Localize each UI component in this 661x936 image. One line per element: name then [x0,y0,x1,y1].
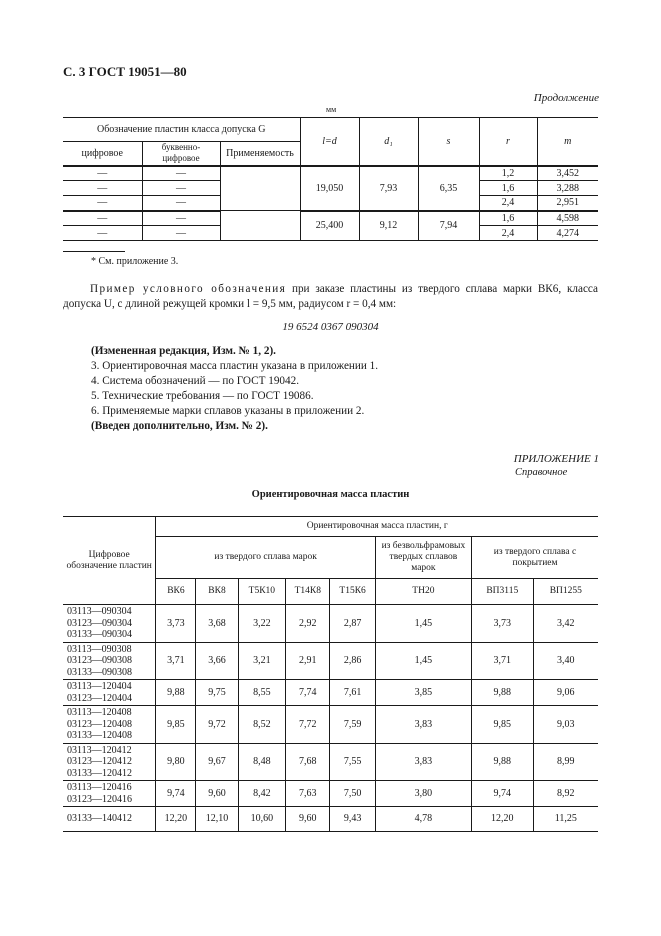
plate-code: 03113—090304 [67,606,132,617]
mass-value: 3,22 [238,605,286,643]
appendix-subtitle: Справочное [515,467,568,478]
plate-code: 03113—120404 [67,681,132,692]
d1-value: 7,93 [359,166,418,211]
mass-value: 7,63 [286,781,330,807]
example-text: при заказе пластины из твердого сплава марки ВК6, класса допуска U, с длиной режущей кромки l = 9,5 мм, радиусом r = 0,4 мм: [63,283,598,310]
dash-cell: — [63,196,142,211]
mass-value: 9,74 [156,781,196,807]
group-header: Обозначение пластин класса допуска G [63,118,300,142]
mass-value: 7,61 [330,680,375,706]
footnote-divider [63,251,125,252]
example-code: 19 6524 0367 090304 [282,321,379,333]
table-row [63,680,598,706]
mass-header: Ориентировочная масса пластин, г [156,517,598,537]
plate-code: 03123—120408 [67,718,132,730]
dash-cell: — [63,211,142,226]
m-value: 4,598 [537,211,598,226]
mass-value: 3,73 [471,605,533,643]
plate-code: 03133—120408 [67,730,132,741]
note-item: 3. Ориентировочная масса пластин указана в приложении 1. [91,360,379,372]
mass-value: 3,80 [375,781,471,807]
plate-code: 03123—120416 [67,793,132,805]
mass-value: 7,72 [286,706,330,744]
mass-value: 3,71 [471,642,533,680]
mass-value: 9,80 [156,743,196,781]
mass-value: 2,91 [286,642,330,680]
mass-value: 9,75 [196,680,238,706]
mass-value: 9,06 [533,680,598,706]
mass-value: 3,21 [238,642,286,680]
r-value: 1,6 [479,181,537,196]
r-value: 1,6 [479,211,537,226]
grade-header: Т15К6 [330,579,375,605]
table-row [63,706,598,744]
dimensions-table [63,117,598,241]
grade-header: Т14К8 [286,579,330,605]
note-item: 4. Система обозначений — по ГОСТ 19042. [91,375,300,387]
mass-value: 8,99 [533,743,598,781]
mass-value: 7,74 [286,680,330,706]
plate-code: 03123—120404 [67,692,132,704]
mass-value: 9,67 [196,743,238,781]
mass-value: 7,55 [330,743,375,781]
mass-value: 3,83 [375,706,471,744]
footnote: * См. приложение 3. [91,256,179,267]
plate-code: 03133—090308 [67,666,132,678]
plate-codes [63,706,156,744]
table-row [63,781,598,807]
example-paragraph [63,282,598,312]
dash-cell: — [63,181,142,196]
plate-codes [63,743,156,781]
mass-value: 3,73 [156,605,196,643]
mass-value: 9,88 [156,680,196,706]
dash-cell: — [142,226,220,241]
mass-value: 8,48 [238,743,286,781]
table-row [63,605,598,643]
table-row [63,642,598,680]
amendment-note: (Измененная редакция, Изм. № 1, 2). [91,345,276,357]
coated-header: из твердого сплава с покрытием [471,537,598,579]
grade-header: ТН20 [375,579,471,605]
units-label: мм [326,105,337,114]
tungsten-free-header: из безвольфрамовых твердых сплавов марок [375,537,471,579]
mass-value: 3,83 [375,743,471,781]
plate-code: 03123—120412 [67,756,132,767]
mass-value: 7,68 [286,743,330,781]
m-value: 3,288 [537,181,598,196]
r-value: 2,4 [479,196,537,211]
plate-codes [63,680,156,706]
mass-value: 8,92 [533,781,598,807]
mass-value: 3,68 [196,605,238,643]
dash-cell: — [142,181,220,196]
col-r: r [479,118,537,166]
s-value: 6,35 [418,166,479,211]
mass-value: 9,72 [196,706,238,744]
dash-cell: — [142,166,220,181]
mass-value: 9,85 [156,706,196,744]
col-d1: d₁ [359,118,418,166]
note-item: 5. Технические требования — по ГОСТ 19086. [91,390,314,402]
col-digital: цифровое [63,142,142,166]
appendix-title: ПРИЛОЖЕНИЕ 1 [513,453,599,465]
plate-code: 03123—090308 [67,655,132,666]
mass-value: 9,03 [533,706,598,744]
col-m: m [537,118,598,166]
mass-value: 7,59 [330,706,375,744]
plate-codes [63,642,156,680]
example-lead: Пример условного обозначения [90,283,287,295]
note-item: 6. Применяемые марки сплавов указаны в приложении 2. [91,405,365,417]
dash-cell: — [142,211,220,226]
mass-value: 12,20 [156,807,196,832]
mass-value: 9,43 [330,807,375,832]
mass-value: 9,60 [196,781,238,807]
d1-value: 9,12 [359,211,418,241]
mass-value: 3,42 [533,605,598,643]
mass-value: 3,40 [533,642,598,680]
usage-cell [220,211,300,241]
mass-value: 9,85 [471,706,533,744]
r-value: 2,4 [479,226,537,241]
mass-value: 2,87 [330,605,375,643]
plate-code: 03113—120412 [67,744,132,756]
grade-header: ВК6 [156,579,196,605]
amendment-note: (Введен дополнительно, Изм. № 2). [91,420,268,432]
m-value: 4,274 [537,226,598,241]
mass-table [63,516,598,832]
page-header: С. 3 ГОСТ 19051—80 [63,64,187,79]
mass-value: 4,78 [375,807,471,832]
plate-code: 03123—090304 [67,617,132,629]
plate-code: 03133—090304 [67,629,132,640]
mass-value: 9,74 [471,781,533,807]
col-usage: Применяемость [220,142,300,166]
s-value: 7,94 [418,211,479,241]
l-value: 19,050 [300,166,359,211]
r-value: 1,2 [479,166,537,181]
plate-code: 03133—120412 [67,767,132,779]
col-code: Цифровое обозначение пластин [63,517,156,605]
mass-value: 12,10 [196,807,238,832]
m-value: 3,452 [537,166,598,181]
table-title: Ориентировочная масса пластин [251,489,410,500]
col-l: l=d [300,118,359,166]
plate-code: 03113—120408 [67,707,132,718]
mass-value: 2,86 [330,642,375,680]
mass-value: 8,42 [238,781,286,807]
mass-value: 10,60 [238,807,286,832]
m-value: 2,951 [537,196,598,211]
notes-block [91,344,378,434]
mass-value: 11,25 [533,807,598,832]
plate-code: 03133—140412 [67,813,132,824]
mass-value: 9,88 [471,680,533,706]
mass-value: 9,88 [471,743,533,781]
mass-value: 1,45 [375,642,471,680]
plate-codes [63,605,156,643]
plate-code: 03113—120416 [67,782,132,793]
mass-value: 9,60 [286,807,330,832]
dash-cell: — [142,196,220,211]
mass-value: 8,52 [238,706,286,744]
grade-header: ВП3115 [471,579,533,605]
plate-codes [63,781,156,807]
col-s: s [418,118,479,166]
table-row [63,807,598,832]
dash-cell: — [63,226,142,241]
mass-value: 1,45 [375,605,471,643]
dash-cell: — [63,166,142,181]
plate-codes [63,807,156,832]
usage-cell [220,166,300,211]
col-alnum: буквенно-цифровое [142,142,220,166]
mass-value: 12,20 [471,807,533,832]
mass-value: 3,66 [196,642,238,680]
mass-value: 3,85 [375,680,471,706]
grade-header: Т5К10 [238,579,286,605]
table-row [63,743,598,781]
mass-value: 8,55 [238,680,286,706]
l-value: 25,400 [300,211,359,241]
mass-value: 2,92 [286,605,330,643]
plate-code: 03113—090308 [67,643,132,655]
hard-alloys-header: из твердого сплава марок [156,537,375,579]
grade-header: ВП1255 [533,579,598,605]
mass-value: 3,71 [156,642,196,680]
mass-value: 7,50 [330,781,375,807]
grade-header: ВК8 [196,579,238,605]
continuation-label: Продолжение [533,92,599,104]
